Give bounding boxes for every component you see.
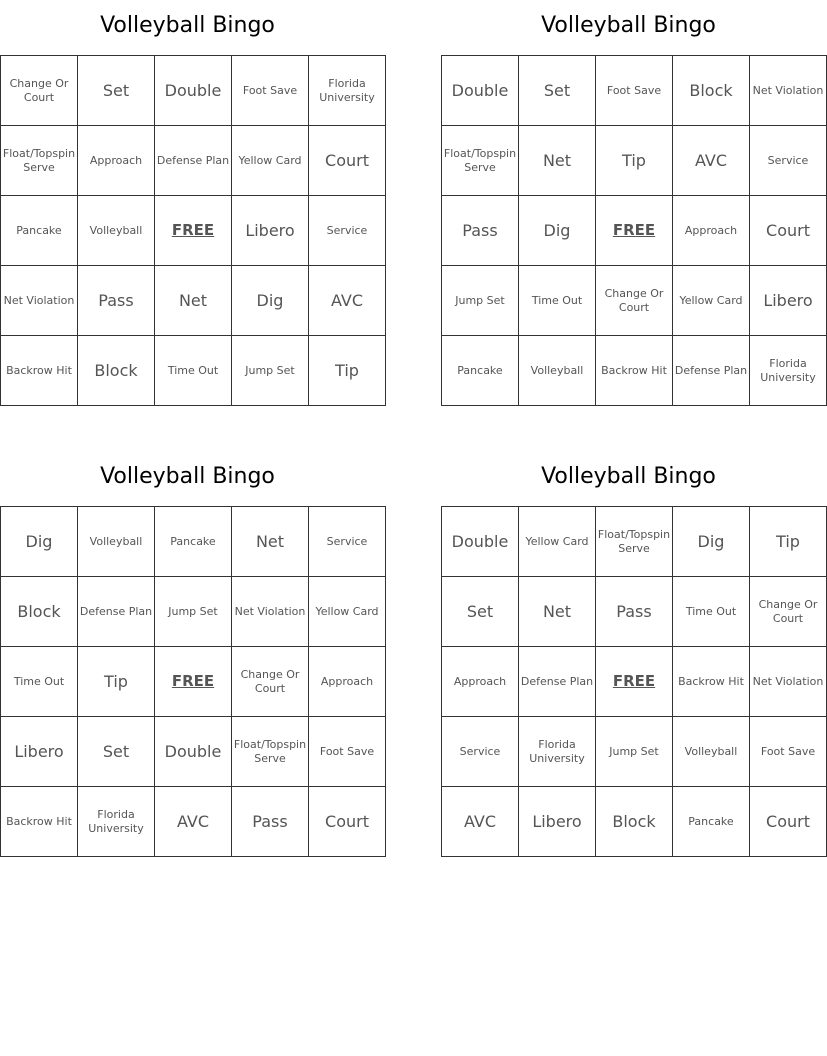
card-title: Volleyball Bingo xyxy=(541,13,716,38)
bingo-cell: Jump Set xyxy=(596,717,673,787)
bingo-cell: Court xyxy=(750,787,827,857)
bingo-cell: Block xyxy=(1,577,78,647)
bingo-cell: AVC xyxy=(442,787,519,857)
bingo-cell: Service xyxy=(309,507,386,577)
bingo-cell: Pancake xyxy=(673,787,750,857)
bingo-cell: Libero xyxy=(232,196,309,266)
grid-row xyxy=(1,787,386,857)
bingo-cell: Service xyxy=(442,717,519,787)
bingo-cell: Service xyxy=(750,126,827,196)
bingo-cell: Pancake xyxy=(155,507,232,577)
bingo-cell: Volleyball xyxy=(78,196,155,266)
bingo-cell: Dig xyxy=(232,266,309,336)
bingo-cell: Court xyxy=(309,787,386,857)
grid-row xyxy=(442,56,827,126)
free-space: FREE xyxy=(596,196,673,266)
bingo-cell: Volleyball xyxy=(673,717,750,787)
bingo-cell: AVC xyxy=(155,787,232,857)
bingo-cell: Set xyxy=(78,717,155,787)
bingo-cell: Florida University xyxy=(309,56,386,126)
card-title: Volleyball Bingo xyxy=(100,13,275,38)
grid-row xyxy=(1,507,386,577)
bingo-cell: Yellow Card xyxy=(309,577,386,647)
bingo-cell: Foot Save xyxy=(596,56,673,126)
bingo-cell: Pancake xyxy=(442,336,519,406)
bingo-cell: Approach xyxy=(78,126,155,196)
bingo-cell: Florida University xyxy=(519,717,596,787)
bingo-cell: Double xyxy=(155,56,232,126)
grid-row xyxy=(1,56,386,126)
bingo-cell: Float/Topspin Serve xyxy=(232,717,309,787)
bingo-cell: Change Or Court xyxy=(232,647,309,717)
bingo-cell: AVC xyxy=(309,266,386,336)
bingo-grid xyxy=(441,506,827,857)
bingo-cell: Time Out xyxy=(519,266,596,336)
bingo-cell: Float/Topspin Serve xyxy=(442,126,519,196)
bingo-cell: Dig xyxy=(519,196,596,266)
bingo-cell: Jump Set xyxy=(442,266,519,336)
grid-row xyxy=(1,126,386,196)
bingo-cell: Foot Save xyxy=(309,717,386,787)
bingo-cell: Change Or Court xyxy=(596,266,673,336)
bingo-cell: Jump Set xyxy=(232,336,309,406)
bingo-cell: Backrow Hit xyxy=(1,336,78,406)
bingo-cell: Set xyxy=(78,56,155,126)
bingo-cell: Net xyxy=(519,126,596,196)
bingo-cell: Net xyxy=(519,577,596,647)
grid-row xyxy=(1,336,386,406)
grid-row xyxy=(442,336,827,406)
bingo-cell: Tip xyxy=(596,126,673,196)
bingo-cell: Pancake xyxy=(1,196,78,266)
bingo-cell: Net Violation xyxy=(1,266,78,336)
bingo-cell: Change Or Court xyxy=(1,56,78,126)
bingo-cell: Yellow Card xyxy=(519,507,596,577)
bingo-cell: Set xyxy=(442,577,519,647)
bingo-cell: Time Out xyxy=(673,577,750,647)
grid-row xyxy=(442,577,827,647)
bingo-cell: Approach xyxy=(309,647,386,717)
bingo-cell: Libero xyxy=(1,717,78,787)
bingo-cell: AVC xyxy=(673,126,750,196)
free-space: FREE xyxy=(596,647,673,717)
bingo-cell: Double xyxy=(155,717,232,787)
bingo-cell: Foot Save xyxy=(232,56,309,126)
bingo-cell: Foot Save xyxy=(750,717,827,787)
bingo-cell: Pass xyxy=(596,577,673,647)
bingo-cell: Backrow Hit xyxy=(673,647,750,717)
bingo-cell: Time Out xyxy=(155,336,232,406)
card-title: Volleyball Bingo xyxy=(100,464,275,489)
grid-row xyxy=(1,647,386,717)
bingo-cell: Backrow Hit xyxy=(596,336,673,406)
bingo-cell: Tip xyxy=(78,647,155,717)
bingo-cell: Net Violation xyxy=(232,577,309,647)
bingo-cell: Defense Plan xyxy=(673,336,750,406)
bingo-cell: Tip xyxy=(309,336,386,406)
grid-row xyxy=(1,717,386,787)
bingo-cell: Approach xyxy=(673,196,750,266)
bingo-cell: Yellow Card xyxy=(232,126,309,196)
bingo-cell: Backrow Hit xyxy=(1,787,78,857)
bingo-cell: Time Out xyxy=(1,647,78,717)
bingo-cell: Block xyxy=(78,336,155,406)
grid-row xyxy=(1,196,386,266)
bingo-cell: Yellow Card xyxy=(673,266,750,336)
grid-row xyxy=(442,126,827,196)
bingo-cell: Florida University xyxy=(78,787,155,857)
bingo-cell: Dig xyxy=(673,507,750,577)
bingo-cell: Pass xyxy=(78,266,155,336)
bingo-cell: Approach xyxy=(442,647,519,717)
bingo-cell: Court xyxy=(309,126,386,196)
bingo-cell: Service xyxy=(309,196,386,266)
bingo-cell: Net xyxy=(155,266,232,336)
bingo-cell: Court xyxy=(750,196,827,266)
bingo-cell: Defense Plan xyxy=(519,647,596,717)
grid-row xyxy=(442,647,827,717)
grid-row xyxy=(442,196,827,266)
bingo-cell: Pass xyxy=(442,196,519,266)
bingo-cell: Net Violation xyxy=(750,647,827,717)
bingo-cell: Double xyxy=(442,507,519,577)
bingo-cell: Defense Plan xyxy=(78,577,155,647)
free-space: FREE xyxy=(155,196,232,266)
bingo-cell: Block xyxy=(673,56,750,126)
grid-row xyxy=(442,787,827,857)
bingo-cell: Block xyxy=(596,787,673,857)
bingo-grid xyxy=(441,55,827,406)
bingo-cell: Libero xyxy=(750,266,827,336)
free-space: FREE xyxy=(155,647,232,717)
bingo-grid xyxy=(0,55,386,406)
bingo-cell: Florida University xyxy=(750,336,827,406)
grid-row xyxy=(1,266,386,336)
bingo-cell: Tip xyxy=(750,507,827,577)
bingo-cell: Set xyxy=(519,56,596,126)
bingo-cell: Pass xyxy=(232,787,309,857)
grid-row xyxy=(1,577,386,647)
grid-row xyxy=(442,266,827,336)
bingo-cell: Net xyxy=(232,507,309,577)
bingo-cell: Defense Plan xyxy=(155,126,232,196)
bingo-cell: Jump Set xyxy=(155,577,232,647)
bingo-grid xyxy=(0,506,386,857)
bingo-cell: Libero xyxy=(519,787,596,857)
grid-row xyxy=(442,717,827,787)
bingo-cell: Net Violation xyxy=(750,56,827,126)
bingo-cell: Volleyball xyxy=(78,507,155,577)
bingo-cell: Change Or Court xyxy=(750,577,827,647)
bingo-cell: Volleyball xyxy=(519,336,596,406)
bingo-cell: Double xyxy=(442,56,519,126)
card-title: Volleyball Bingo xyxy=(541,464,716,489)
bingo-cell: Dig xyxy=(1,507,78,577)
bingo-cell: Float/Topspin Serve xyxy=(596,507,673,577)
grid-row xyxy=(442,507,827,577)
bingo-cell: Float/Topspin Serve xyxy=(1,126,78,196)
